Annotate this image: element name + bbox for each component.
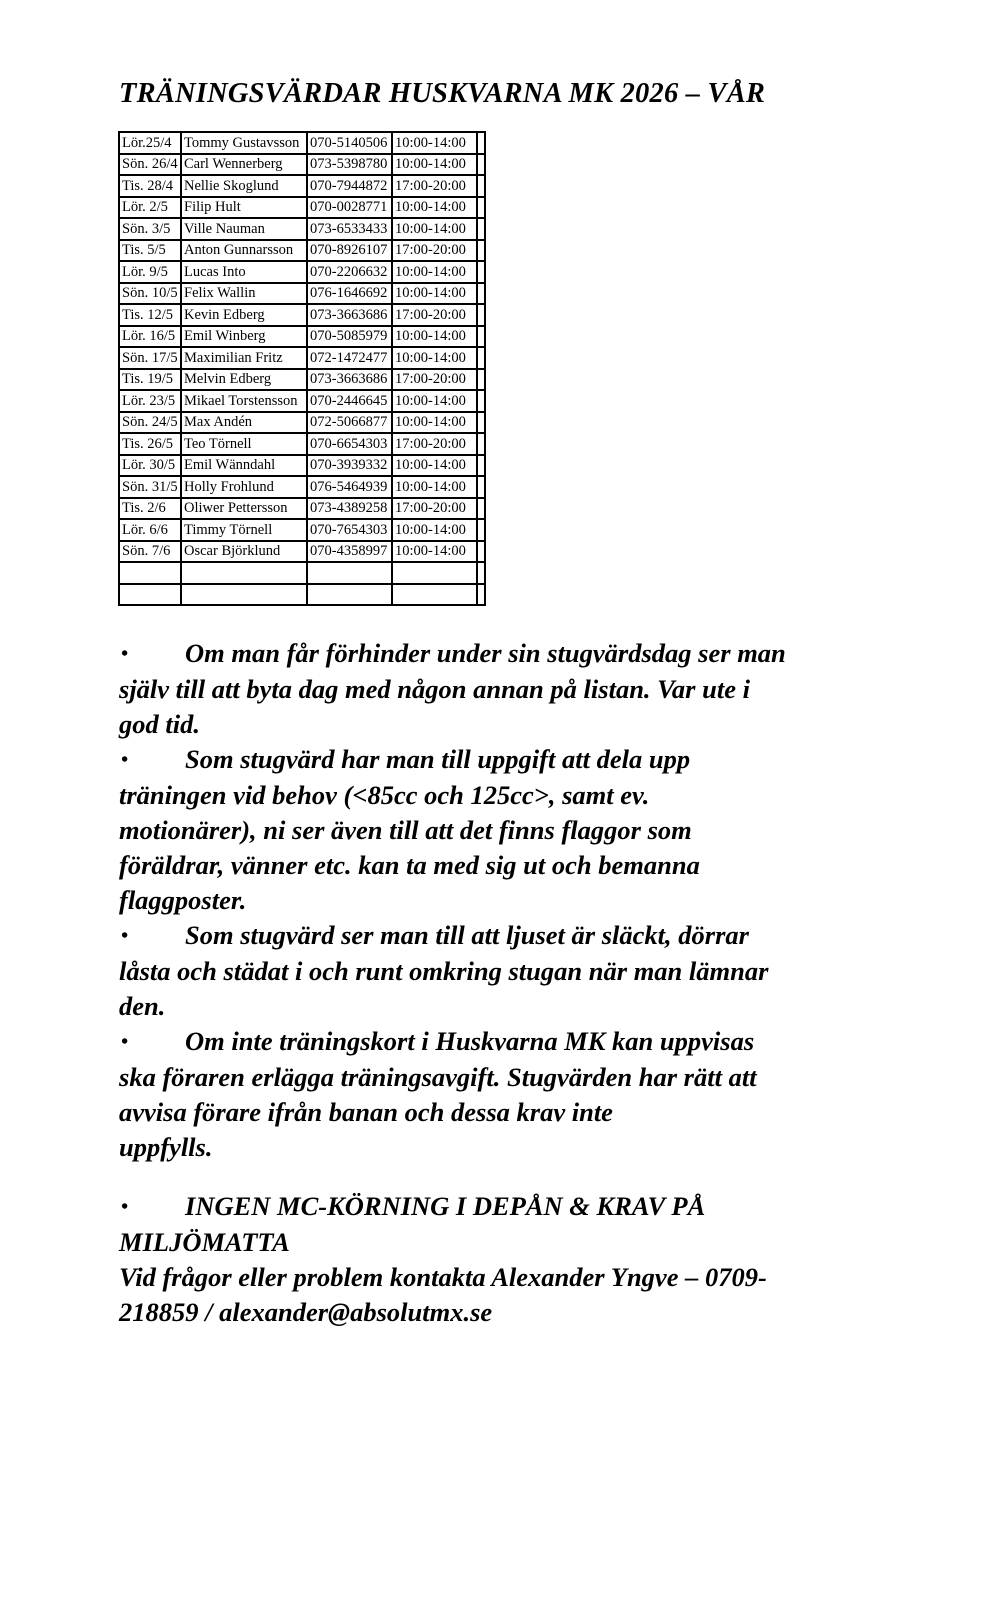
phone-cell: 070-3939332	[307, 455, 392, 477]
time-cell: 10:00-14:00	[392, 154, 477, 176]
spacer-cell	[477, 433, 485, 455]
table-row	[119, 132, 485, 154]
time-cell	[392, 584, 477, 606]
spacer-cell	[477, 412, 485, 434]
table-row	[119, 218, 485, 240]
phone-cell: 073-4389258	[307, 498, 392, 520]
table-row	[119, 197, 485, 219]
date-cell: Sön. 31/5	[119, 476, 181, 498]
table-row	[119, 390, 485, 412]
bullet-icon: •	[121, 925, 129, 947]
spacer-cell	[477, 240, 485, 262]
table-row	[119, 412, 485, 434]
table-row	[119, 433, 485, 455]
table-row	[119, 455, 485, 477]
name-cell: Emil Winberg	[181, 326, 307, 348]
name-cell: Felix Wallin	[181, 283, 307, 305]
spacer-cell	[477, 476, 485, 498]
table-row	[119, 240, 485, 262]
rule-first-line	[119, 1024, 879, 1060]
phone-cell: 073-6533433	[307, 218, 392, 240]
rule-line: låsta och städat i och runt omkring stugan när man lämnar	[119, 956, 769, 986]
phone-cell: 073-3663686	[307, 304, 392, 326]
schedule-body	[119, 132, 485, 605]
rule-first-line	[119, 742, 879, 778]
name-cell: Kevin Edberg	[181, 304, 307, 326]
name-cell: Oscar Björklund	[181, 541, 307, 563]
phone-cell: 076-1646692	[307, 283, 392, 305]
date-cell: Lör. 16/5	[119, 326, 181, 348]
table-row	[119, 347, 485, 369]
table-row	[119, 304, 485, 326]
name-cell: Tommy Gustavsson	[181, 132, 307, 154]
date-cell: Sön. 3/5	[119, 218, 181, 240]
spacer-cell	[477, 261, 485, 283]
name-cell: Holly Frohlund	[181, 476, 307, 498]
time-cell: 17:00-20:00	[392, 433, 477, 455]
phone-cell: 070-4358997	[307, 541, 392, 563]
spacer-cell	[477, 154, 485, 176]
table-row	[119, 326, 485, 348]
date-cell: Lör. 9/5	[119, 261, 181, 283]
table-row	[119, 541, 485, 563]
date-cell: Tis. 12/5	[119, 304, 181, 326]
spacer-cell	[477, 218, 485, 240]
spacer-cell	[477, 347, 485, 369]
name-cell: Timmy Törnell	[181, 519, 307, 541]
rule-line: den.	[119, 991, 166, 1021]
rule-line: uppfylls.	[119, 1132, 213, 1162]
table-row	[119, 476, 485, 498]
phone-cell: 070-2446645	[307, 390, 392, 412]
rule-text: Som stugvärd ser man till att ljuset är släckt, dörrar	[185, 920, 749, 950]
rule-item	[119, 918, 879, 1024]
phone-cell: 072-1472477	[307, 347, 392, 369]
name-cell	[181, 584, 307, 606]
date-cell: Tis. 2/6	[119, 498, 181, 520]
phone-cell: 070-8926107	[307, 240, 392, 262]
bullet-icon: •	[121, 749, 129, 771]
phone-cell: 070-5140506	[307, 132, 392, 154]
name-cell: Teo Törnell	[181, 433, 307, 455]
table-row	[119, 369, 485, 391]
rule-text: Om inte träningskort i Huskvarna MK kan uppvisas	[185, 1026, 755, 1056]
date-cell: Sön. 26/4	[119, 154, 181, 176]
table-row	[119, 154, 485, 176]
date-cell: Lör. 6/6	[119, 519, 181, 541]
name-cell: Emil Wänndahl	[181, 455, 307, 477]
phone-cell: 070-7654303	[307, 519, 392, 541]
rule-item	[119, 1024, 879, 1165]
bullet-icon: •	[121, 1031, 129, 1053]
table-row	[119, 283, 485, 305]
date-cell: Sön. 10/5	[119, 283, 181, 305]
time-cell: 10:00-14:00	[392, 476, 477, 498]
spacer-cell	[477, 584, 485, 606]
date-cell	[119, 562, 181, 584]
bullet-icon: •	[121, 643, 129, 665]
phone-cell: 070-6654303	[307, 433, 392, 455]
spacer-cell	[477, 132, 485, 154]
name-cell	[181, 562, 307, 584]
date-cell	[119, 584, 181, 606]
rule-line: avvisa förare ifrån banan och dessa krav inte	[119, 1097, 613, 1127]
spacer-cell	[477, 326, 485, 348]
rules-section	[119, 636, 879, 1330]
time-cell: 10:00-14:00	[392, 218, 477, 240]
time-cell: 17:00-20:00	[392, 304, 477, 326]
contact-line: Vid frågor eller problem kontakta Alexander Yngve – 0709-	[119, 1262, 767, 1292]
date-cell: Tis. 26/5	[119, 433, 181, 455]
table-row	[119, 175, 485, 197]
spacer-cell	[477, 283, 485, 305]
table-row	[119, 519, 485, 541]
name-cell: Maximilian Fritz	[181, 347, 307, 369]
table-row	[119, 562, 485, 584]
time-cell: 17:00-20:00	[392, 175, 477, 197]
date-cell: Sön. 24/5	[119, 412, 181, 434]
phone-cell: 076-5464939	[307, 476, 392, 498]
rule-first-line	[119, 918, 879, 954]
time-cell: 10:00-14:00	[392, 541, 477, 563]
phone-cell: 070-0028771	[307, 197, 392, 219]
table-row	[119, 584, 485, 606]
table-row	[119, 261, 485, 283]
contact-line: 218859 / alexander@absolutmx.se	[119, 1297, 493, 1327]
phone-cell: 072-5066877	[307, 412, 392, 434]
spacer-cell	[477, 455, 485, 477]
date-cell: Sön. 7/6	[119, 541, 181, 563]
time-cell: 10:00-14:00	[392, 412, 477, 434]
date-cell: Tis. 5/5	[119, 240, 181, 262]
name-cell: Filip Hult	[181, 197, 307, 219]
time-cell: 10:00-14:00	[392, 326, 477, 348]
rule-line: föräldrar, vänner etc. kan ta med sig ut och bemanna	[119, 850, 700, 880]
spacer-cell	[477, 541, 485, 563]
time-cell: 10:00-14:00	[392, 261, 477, 283]
rule-line: MILJÖMATTA	[119, 1227, 290, 1257]
rule-item	[119, 742, 879, 918]
rule-line: själv till att byta dag med någon annan på listan. Var ute i	[119, 674, 750, 704]
schedule-table	[118, 131, 486, 606]
time-cell: 17:00-20:00	[392, 240, 477, 262]
date-cell: Sön. 17/5	[119, 347, 181, 369]
rule-line: ska föraren erlägga träningsavgift. Stugvärden har rätt att	[119, 1062, 757, 1092]
rule-item-caps	[119, 1189, 879, 1260]
spacer-cell	[477, 498, 485, 520]
time-cell: 17:00-20:00	[392, 369, 477, 391]
rule-first-line	[119, 1189, 879, 1225]
name-cell: Lucas Into	[181, 261, 307, 283]
time-cell: 10:00-14:00	[392, 132, 477, 154]
name-cell: Melvin Edberg	[181, 369, 307, 391]
phone-cell: 070-5085979	[307, 326, 392, 348]
phone-cell: 073-5398780	[307, 154, 392, 176]
time-cell: 10:00-14:00	[392, 283, 477, 305]
time-cell	[392, 562, 477, 584]
spacer-cell	[477, 304, 485, 326]
date-cell: Lör.25/4	[119, 132, 181, 154]
bullet-icon: •	[121, 1196, 129, 1218]
phone-cell	[307, 584, 392, 606]
phone-cell	[307, 562, 392, 584]
date-cell: Lör. 30/5	[119, 455, 181, 477]
rule-text: Som stugvärd har man till uppgift att dela upp	[185, 744, 691, 774]
rule-text: INGEN MC-KÖRNING I DEPÅN & KRAV PÅ	[185, 1191, 706, 1221]
rule-line: träningen vid behov (<85cc och 125cc>, samt ev.	[119, 780, 650, 810]
time-cell: 10:00-14:00	[392, 197, 477, 219]
table-row	[119, 498, 485, 520]
date-cell: Lör. 23/5	[119, 390, 181, 412]
spacer-cell	[477, 562, 485, 584]
name-cell: Carl Wennerberg	[181, 154, 307, 176]
name-cell: Oliwer Pettersson	[181, 498, 307, 520]
date-cell: Lör. 2/5	[119, 197, 181, 219]
spacer-cell	[477, 175, 485, 197]
rule-line: motionärer), ni ser även till att det finns flaggor som	[119, 815, 692, 845]
time-cell: 10:00-14:00	[392, 347, 477, 369]
time-cell: 10:00-14:00	[392, 519, 477, 541]
name-cell: Nellie Skoglund	[181, 175, 307, 197]
name-cell: Anton Gunnarsson	[181, 240, 307, 262]
phone-cell: 073-3663686	[307, 369, 392, 391]
spacer-cell	[477, 369, 485, 391]
name-cell: Ville Nauman	[181, 218, 307, 240]
spacer-cell	[477, 197, 485, 219]
spacer-cell	[477, 519, 485, 541]
rule-first-line	[119, 636, 879, 672]
time-cell: 17:00-20:00	[392, 498, 477, 520]
rule-line: god tid.	[119, 709, 200, 739]
date-cell: Tis. 19/5	[119, 369, 181, 391]
time-cell: 10:00-14:00	[392, 455, 477, 477]
rule-line: flaggposter.	[119, 885, 247, 915]
phone-cell: 070-2206632	[307, 261, 392, 283]
name-cell: Max Andén	[181, 412, 307, 434]
document-title: TRÄNINGSVÄRDAR HUSKVARNA MK 2026 – VÅR	[119, 78, 766, 109]
time-cell: 10:00-14:00	[392, 390, 477, 412]
rule-item	[119, 636, 879, 742]
spacer-cell	[477, 390, 485, 412]
date-cell: Tis. 28/4	[119, 175, 181, 197]
phone-cell: 070-7944872	[307, 175, 392, 197]
rule-text: Om man får förhinder under sin stugvärdsdag ser man	[185, 638, 786, 668]
name-cell: Mikael Torstensson	[181, 390, 307, 412]
contact-info	[119, 1260, 879, 1330]
